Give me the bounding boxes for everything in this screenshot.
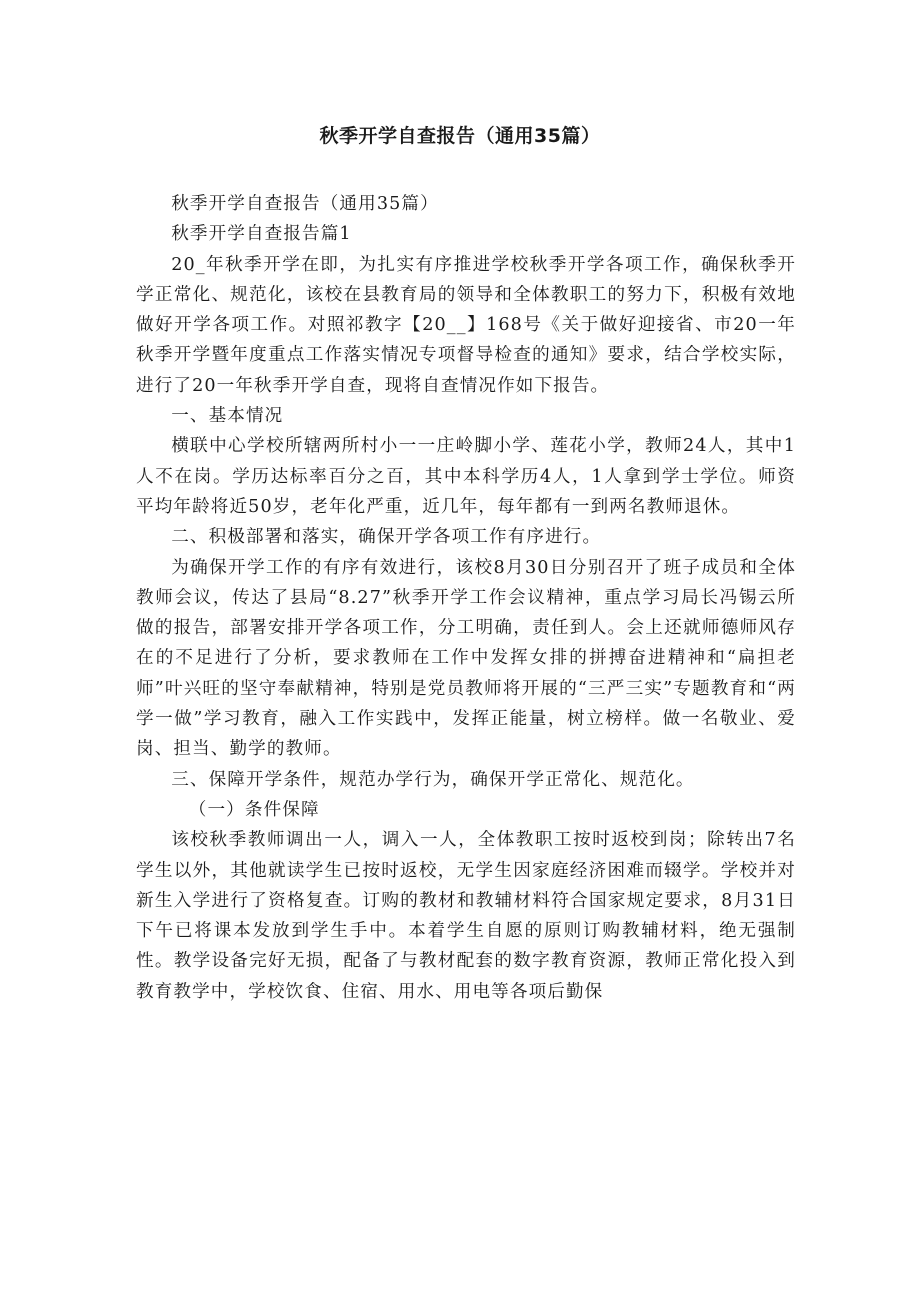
- document-title: 秋季开学自查报告（通用35篇）: [319, 125, 601, 147]
- paragraph-condition-guarantee: 该校秋季教师调出一人，调入一人，全体教职工按时返校到岗；除转出7名学生以外，其他就读学生已按时返校，无学生因家庭经济困难而辍学。学校并对新生入学进行了资格复查。订购的教材和教辅材料符合国家规定要求，8月31日下午已将课本发放到学生手中。本着学生自愿的原则订购教辅材料，绝无强制性。教学设备完好无损，配备了与教材配套的数字教育资源，教师正常化投入到教育教学中，学校饮食、住宿、用水、用电等各项后勤保: [136, 830, 796, 1002]
- paragraph-basic-situation: 横联中心学校所辖两所村小一一庄岭脚小学、莲花小学，教师24人，其中1人不在岗。学历达标率百分之百，其中本科学历4人，1人拿到学士学位。师资平均年龄将近50岁，老年化严重，近几年，每年都有一到两名教师退休。: [136, 436, 796, 517]
- heading-basic-situation: 一、基本情况: [171, 406, 284, 427]
- document-body: [136, 189, 796, 1007]
- paragraph-intro: 20_年秋季开学在即，为扎实有序推进学校秋季开学各项工作，确保秋季开学正常化、规范化，该校在县教育局的领导和全体教职工的努力下，积极有效地做好开学各项工作。对照祁教字【20__】168号《关于做好迎接省、市20一年秋季开学暨年度重点工作落实情况专项督导检查的通知》要求，结合学校实际，进行了20一年秋季开学自查，现将自查情况作如下报告。: [136, 254, 796, 396]
- heading-condition-guarantee: （一）条件保障: [188, 799, 320, 820]
- heading-deployment: 二、积极部署和落实，确保开学各项工作有序进行。: [171, 527, 602, 548]
- heading-conditions: 三、保障开学条件，规范办学行为，确保开学正常化、规范化。: [171, 769, 695, 790]
- paragraph-section-heading: 秋季开学自查报告篇1: [171, 224, 352, 245]
- paragraph-subtitle: 秋季开学自查报告（通用35篇）: [171, 194, 439, 214]
- paragraph-deployment: 为确保开学工作的有序有效进行，该校8月30日分别召开了班子成员和全体教师会议，传达了县局“8.27”秋季开学工作会议精神，重点学习局长冯锡云所做的报告，部署安排开学各项工作，分工明确，责任到人。会上还就师德师风存在的不足进行了分析，要求教师在工作中发挥女排的拼搏奋进精神和“扁担老师”叶兴旺的坚守奉献精神，特别是党员教师将开展的“三严三实”专题教育和“两学一做”学习教育，融入工作实践中，发挥正能量，树立榜样。做一名敬业、爱岗、担当、勤学的教师。: [136, 557, 796, 760]
